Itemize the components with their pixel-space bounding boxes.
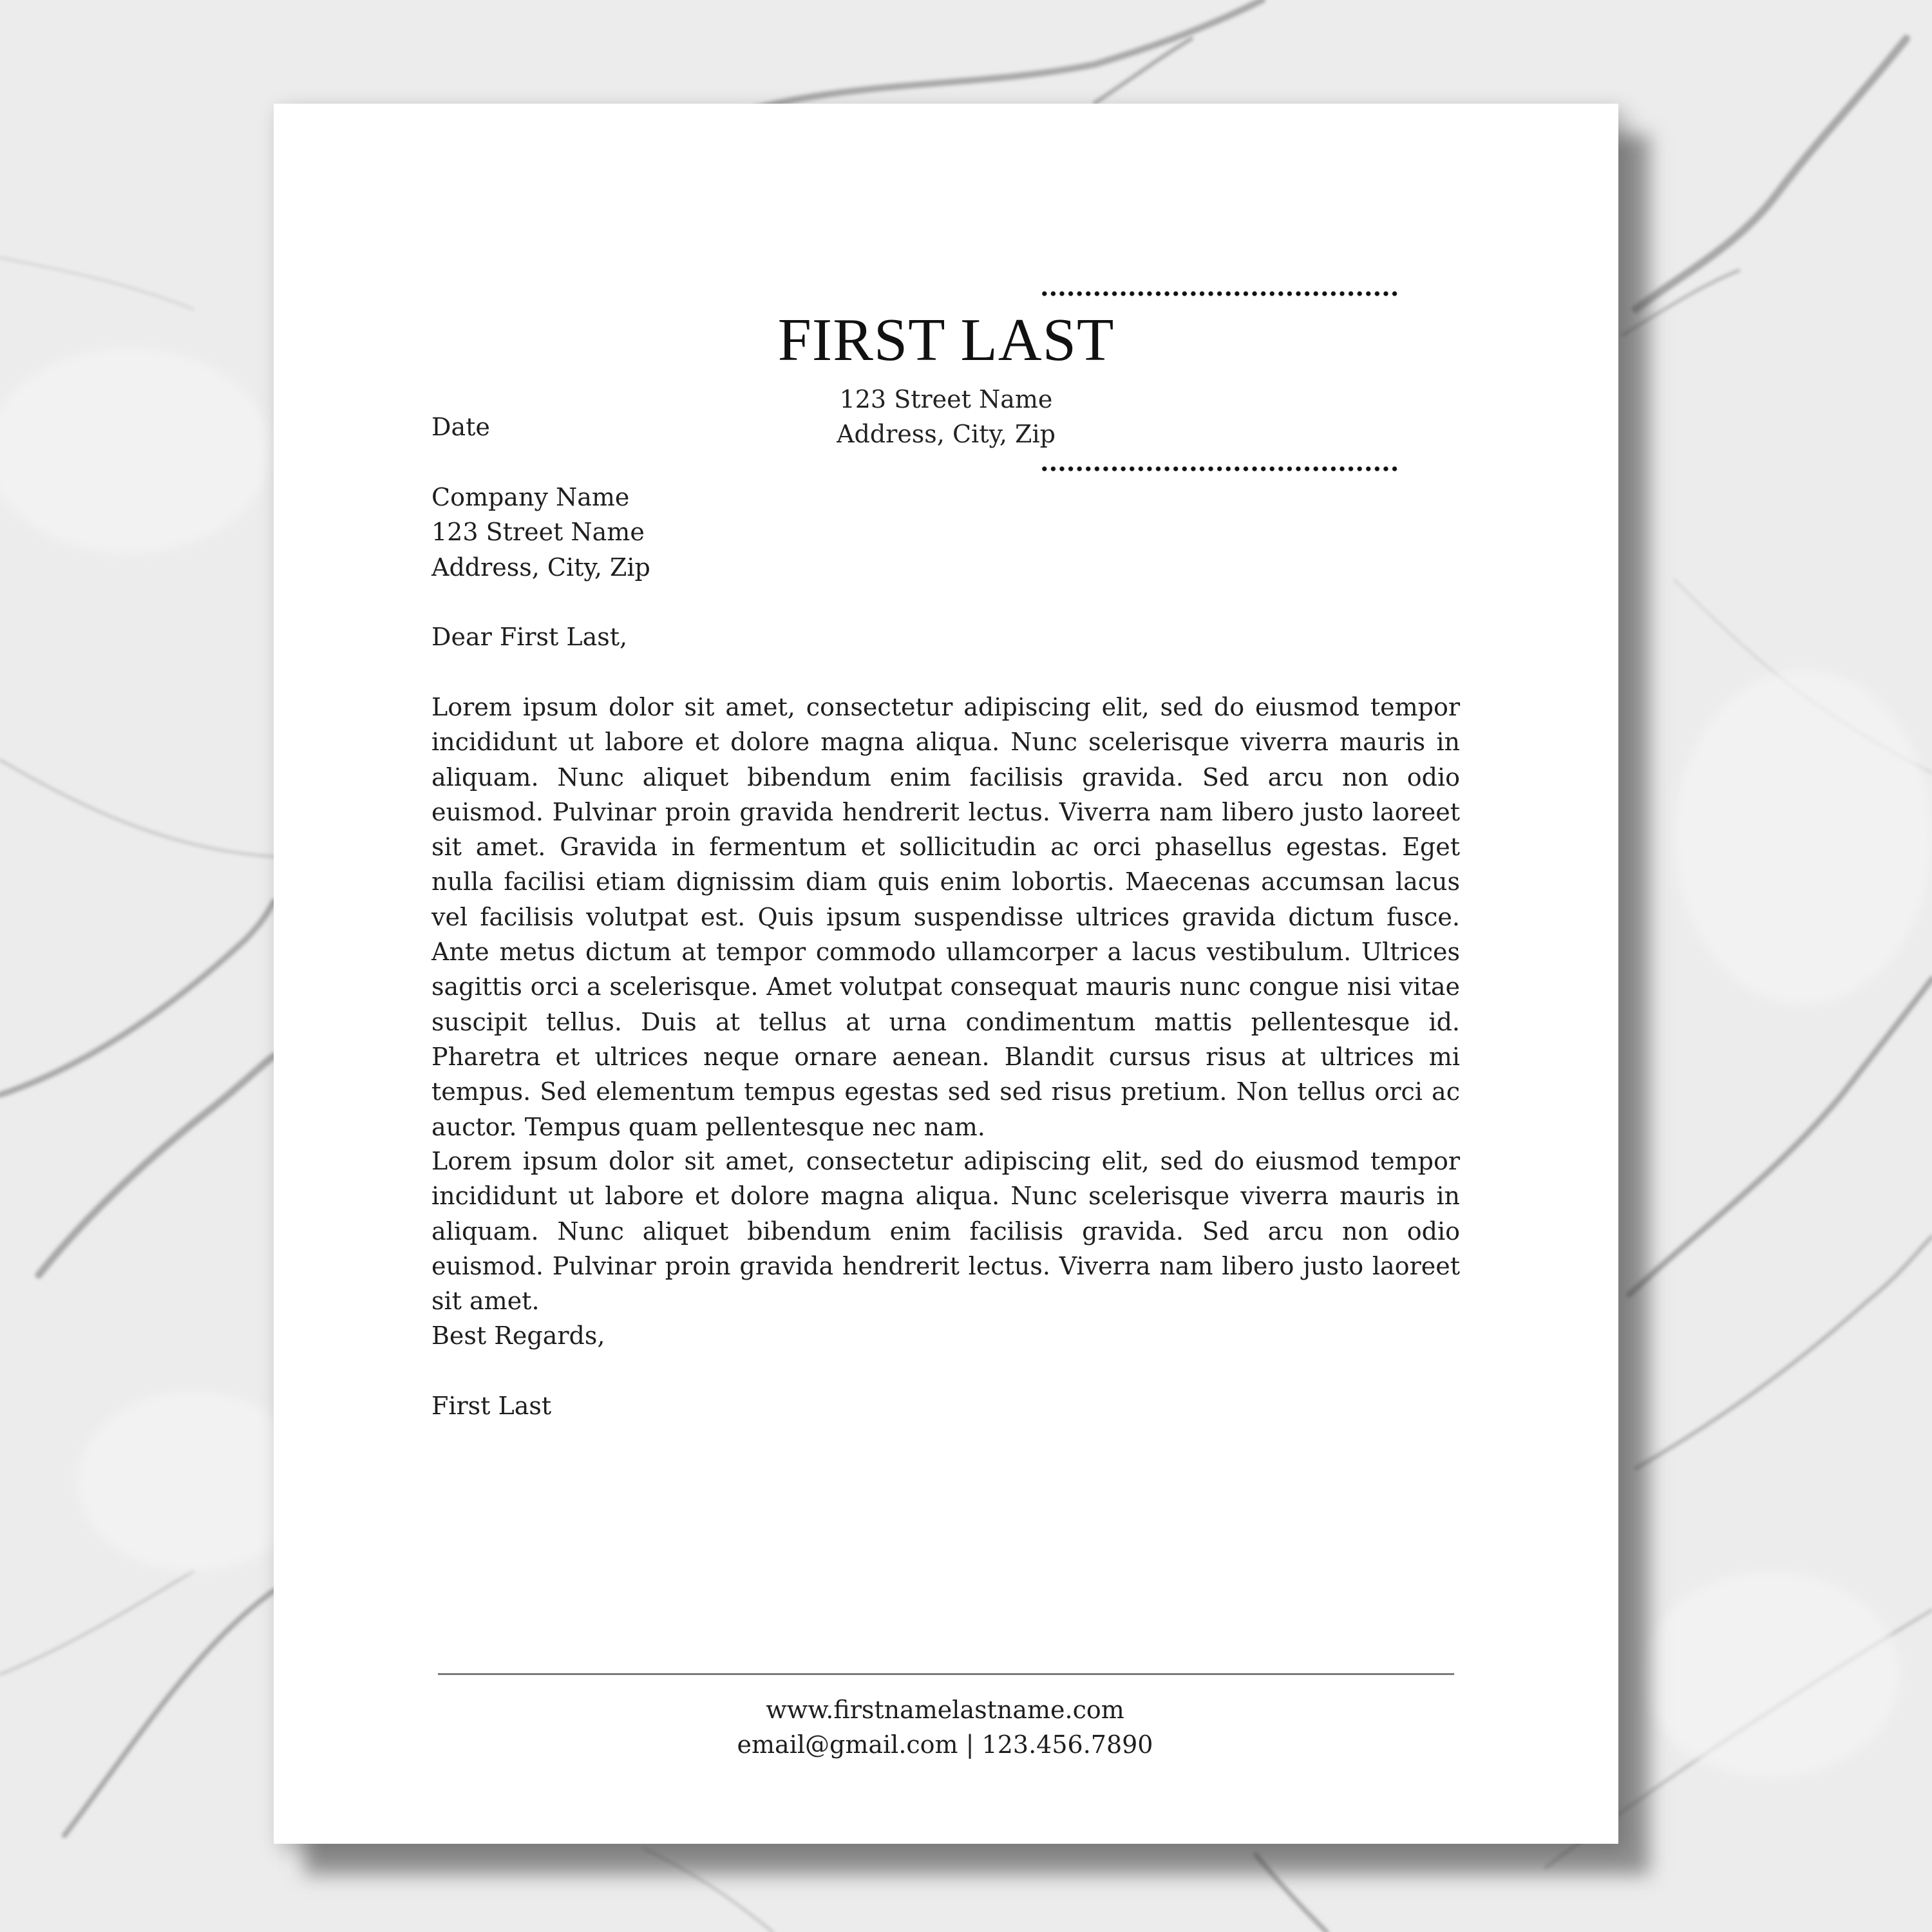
closing: Best Regards,	[431, 1321, 605, 1350]
footer-website: www.firstnamelastname.com	[766, 1696, 1124, 1724]
letter-date: Date	[431, 413, 490, 441]
header-dotted-rule-top	[1040, 290, 1401, 297]
recipient-block	[431, 480, 1460, 585]
signature: First Last	[431, 1392, 552, 1420]
footer-rule	[438, 1673, 1454, 1675]
recipient-company: Company Name	[431, 483, 630, 511]
header-name: FIRST LAST	[777, 307, 1115, 374]
body-paragraph-2: Lorem ipsum dolor sit amet, consectetur adipiscing elit, sed do eiusmod tempor incididunt ut labore et dolore magna aliqua. Nunc scelerisque viverra mauris in aliquam. Nunc aliquet bibendum enim facilisis gravida. Sed arcu non odio euismod. Pulvinar proin gravida hendrerit lectus. Viverra nam libero justo laoreet sit amet.	[431, 1147, 1460, 1316]
header-address-line1: 123 Street Name	[839, 385, 1053, 413]
salutation: Dear First Last,	[431, 623, 628, 651]
body-paragraph-1: Lorem ipsum dolor sit amet, consectetur adipiscing elit, sed do eiusmod tempor incididunt ut labore et dolore magna aliqua. Nunc scelerisque viverra mauris in aliquam. Nunc aliquet bibendum enim facilisis gravida. Sed arcu non odio euismod. Pulvinar proin gravida hendrerit lectus. Viverra nam libero justo laoreet sit amet. Gravida in fermentum et sollicitudin ac orci phasellus egestas. Eget nulla facilisi etiam dignissim diam quis enim lobortis. Maecenas accumsan lacus vel facilisis volutpat est. Quis ipsum suspendisse ultrices gravida dictum fusce. Ante metus dictum at tempor commodo ullamcorper a lacus vestibulum. Ultrices sagittis orci a scelerisque. Amet volutpat consequat mauris nunc congue nisi vitae suscipit tellus. Duis at tellus at urna condimentum mattis pellentesque id. Pharetra et ultrices neque ornare aenean. Blandit cursus risus at ultrices mi tempus. Sed elementum tempus egestas sed sed risus pretium. Non tellus orci ac auctor. Tempus quam pellentesque nec nam.	[431, 693, 1460, 1141]
footer-contact: email@gmail.com | 123.456.7890	[737, 1730, 1153, 1759]
header-address-line2: Address, City, Zip	[837, 420, 1056, 448]
recipient-street: 123 Street Name	[431, 518, 645, 547]
recipient-city-line: Address, City, Zip	[431, 553, 650, 582]
header-dotted-rule-bottom	[1040, 466, 1401, 472]
